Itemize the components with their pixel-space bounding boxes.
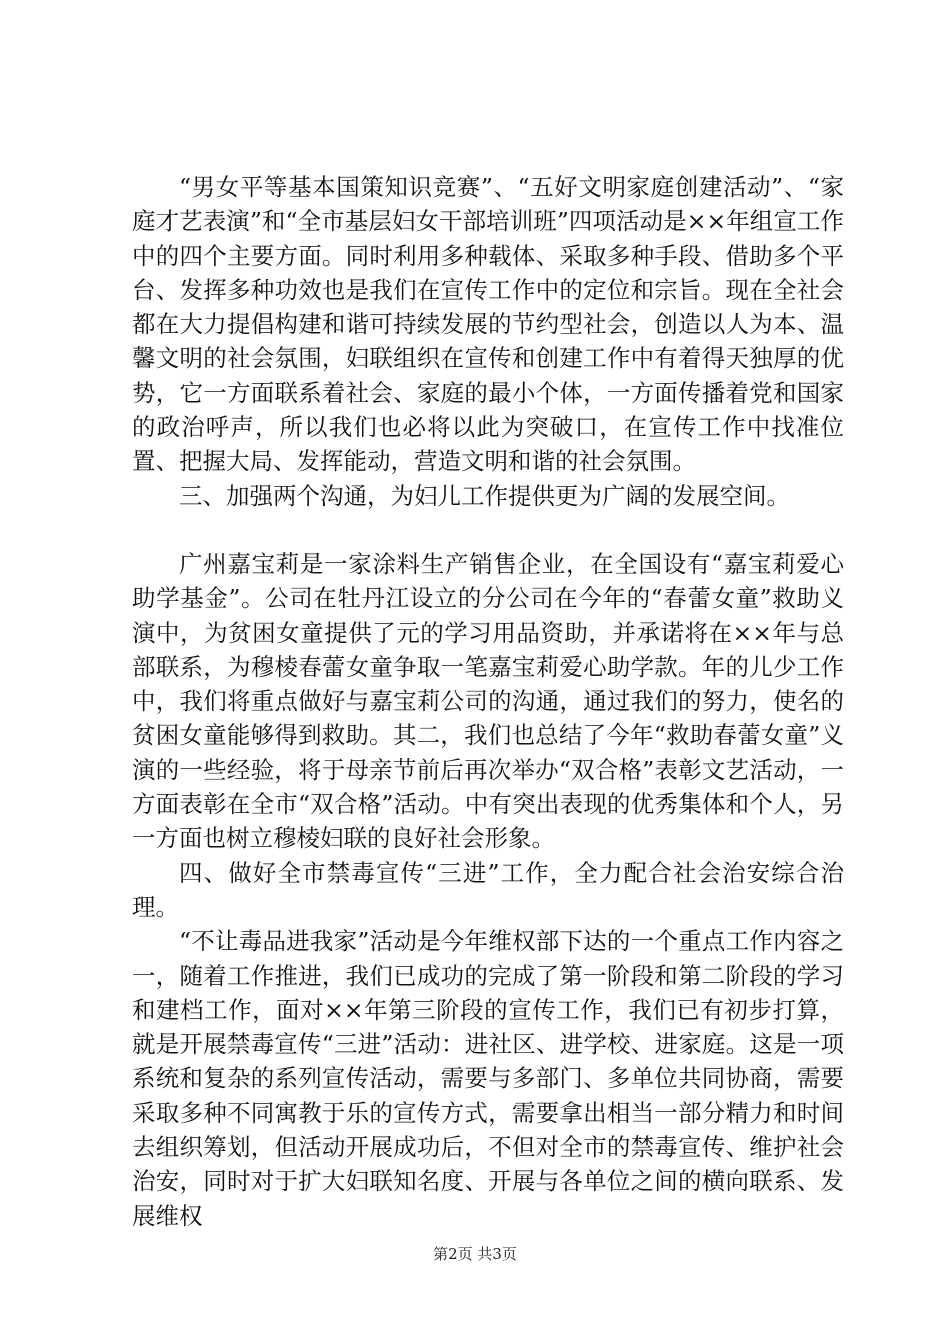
section-heading-four: 四、做好全市禁毒宣传“三进”工作，全力配合社会治安综合治理。 bbox=[132, 858, 844, 921]
paragraph-jiabaoli: 广州嘉宝莉是一家涂料生产销售企业，在全国设有“嘉宝莉爱心助学基金”。公司在牡丹江设立的分公司在今年的“春蕾女童”救助义演中，为贫困女童提供了元的学习用品资助，并承诺将在××年与总部联系，为穆棱春蕾女童争取一笔嘉宝莉爱心助学款。年的儿少工作中，我们将重点做好与嘉宝莉公司的沟通，通过我们的努力，使名的贫困女童能够得到救助。其二，我们也总结了今年“救助春蕾女童”义演的一些经验，将于母亲节前后再次举办“双合格”表彰文艺活动，一方面表彰在全市“双合格”活动。中有突出表现的优秀集体和个人，另一方面也树立穆棱妇联的良好社会形象。 bbox=[132, 549, 844, 853]
paragraph-propaganda-activities: “男女平等基本国策知识竞赛”、“五好文明家庭创建活动”、“家庭才艺表演”和“全市基层妇女干部培训班”四项活动是××年组宣工作中的四个主要方面。同时利用多种载体、采取多种手段、借助多个平台、发挥多种功效也是我们在宣传工作中的定位和宗旨。现在全社会都在大力提倡构建和谐可持续发展的节约型社会，创造以人为本、温馨文明的社会氛围，妇联组织在宣传和创建工作中有着得天独厚的优势，它一方面联系着社会、家庭的最小个体，一方面传播着党和国家的政治呼声，所以我们也必将以此为突破口，在宣传工作中找准位置、把握大局、发挥能动，营造文明和谐的社会氛围。 bbox=[132, 173, 844, 476]
section-heading-three: 三、加强两个沟通，为妇儿工作提供更为广阔的发展空间。 bbox=[179, 481, 790, 510]
page-number-footer: 第2页 共3页 bbox=[433, 1245, 517, 1263]
document-body bbox=[132, 170, 844, 1233]
paragraph-anti-drug: “不让毒品进我家”活动是今年维权部下达的一个重点工作内容之一，随着工作推进，我们已成功的完成了第一阶段和第二阶段的学习和建档工作，面对××年第三阶段的宣传工作，我们已有初步打算，就是开展禁毒宣传“三进”活动：进社区、进学校、进家庭。这是一项系统和复杂的系列宣传活动，需要与多部门、多单位共同协商，需要采取多种不同寓教于乐的宣传方式，需要拿出相当一部分精力和时间去组织筹划，但活动开展成功后，不但对全市的禁毒宣传、维护社会治安，同时对于扩大妇联知名度、开展与各单位之间的横向联系、发展维权 bbox=[132, 927, 844, 1230]
